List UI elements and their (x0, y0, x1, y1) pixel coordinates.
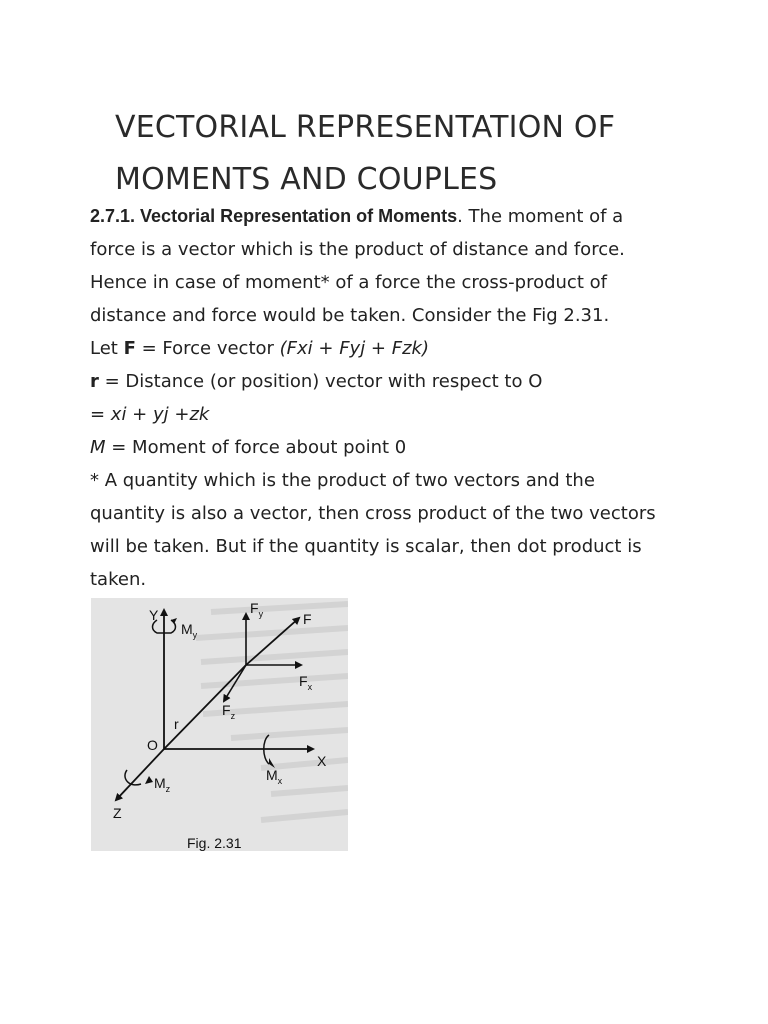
figure-2-31 (91, 598, 348, 851)
label-fy: $F_y$ (250, 600, 264, 619)
label-r: r (174, 716, 179, 732)
footnote-line: * A quantity which is the product of two vectors and the (90, 470, 595, 491)
definition-position: r = Distance (or position) vector with respect to O (90, 371, 543, 392)
footnote-line: will be taken. But if the quantity is scalar, then dot product is (90, 536, 642, 557)
label-fx: $F_x$ (299, 673, 313, 692)
label-fz: $F_z$ (222, 702, 236, 721)
axes-diagram (91, 598, 348, 851)
paragraph-line (90, 200, 750, 233)
paragraph-line: distance and force would be taken. Consider the Fig 2.31. (90, 305, 610, 326)
position-symbol: r (90, 371, 99, 392)
paragraph-line: Hence in case of moment* of a force the cross-product of (90, 272, 607, 293)
label-mz: $M_z$ (154, 775, 171, 794)
document-body (90, 200, 750, 596)
label-f: F (303, 611, 312, 627)
page-title (115, 102, 735, 206)
moment-symbol: M (90, 437, 106, 458)
label-origin: O (147, 737, 158, 753)
label-x: X (317, 753, 327, 769)
section-heading: 2.7.1. Vectorial Representation of Moments (90, 206, 458, 226)
definition-force: Let F = Force vector (Fxi + Fyj + Fzk) (90, 338, 429, 359)
footnote-line: quantity is also a vector, then cross product of the two vectors (90, 503, 656, 524)
definition-moment: M = Moment of force about point 0 (90, 437, 407, 458)
title-line-2: MOMENTS AND COUPLES (115, 162, 498, 197)
title-line-1: VECTORIAL REPRESENTATION OF (115, 110, 616, 145)
figure-caption: Fig. 2.31 (187, 835, 242, 851)
label-y: Y (149, 607, 159, 623)
label-mx: $M_x$ (266, 767, 283, 786)
paragraph-line: force is a vector which is the product of distance and force. (90, 239, 625, 260)
section-text: . The moment of a (457, 206, 624, 227)
footnote-line: taken. (90, 569, 147, 590)
label-z: Z (113, 805, 122, 821)
force-symbol: F (123, 338, 136, 359)
position-expression: = xi + yj +zk (90, 404, 210, 425)
label-my: $M_y$ (181, 621, 198, 640)
force-expression: (Fxi + Fyj + Fzk) (279, 338, 429, 359)
